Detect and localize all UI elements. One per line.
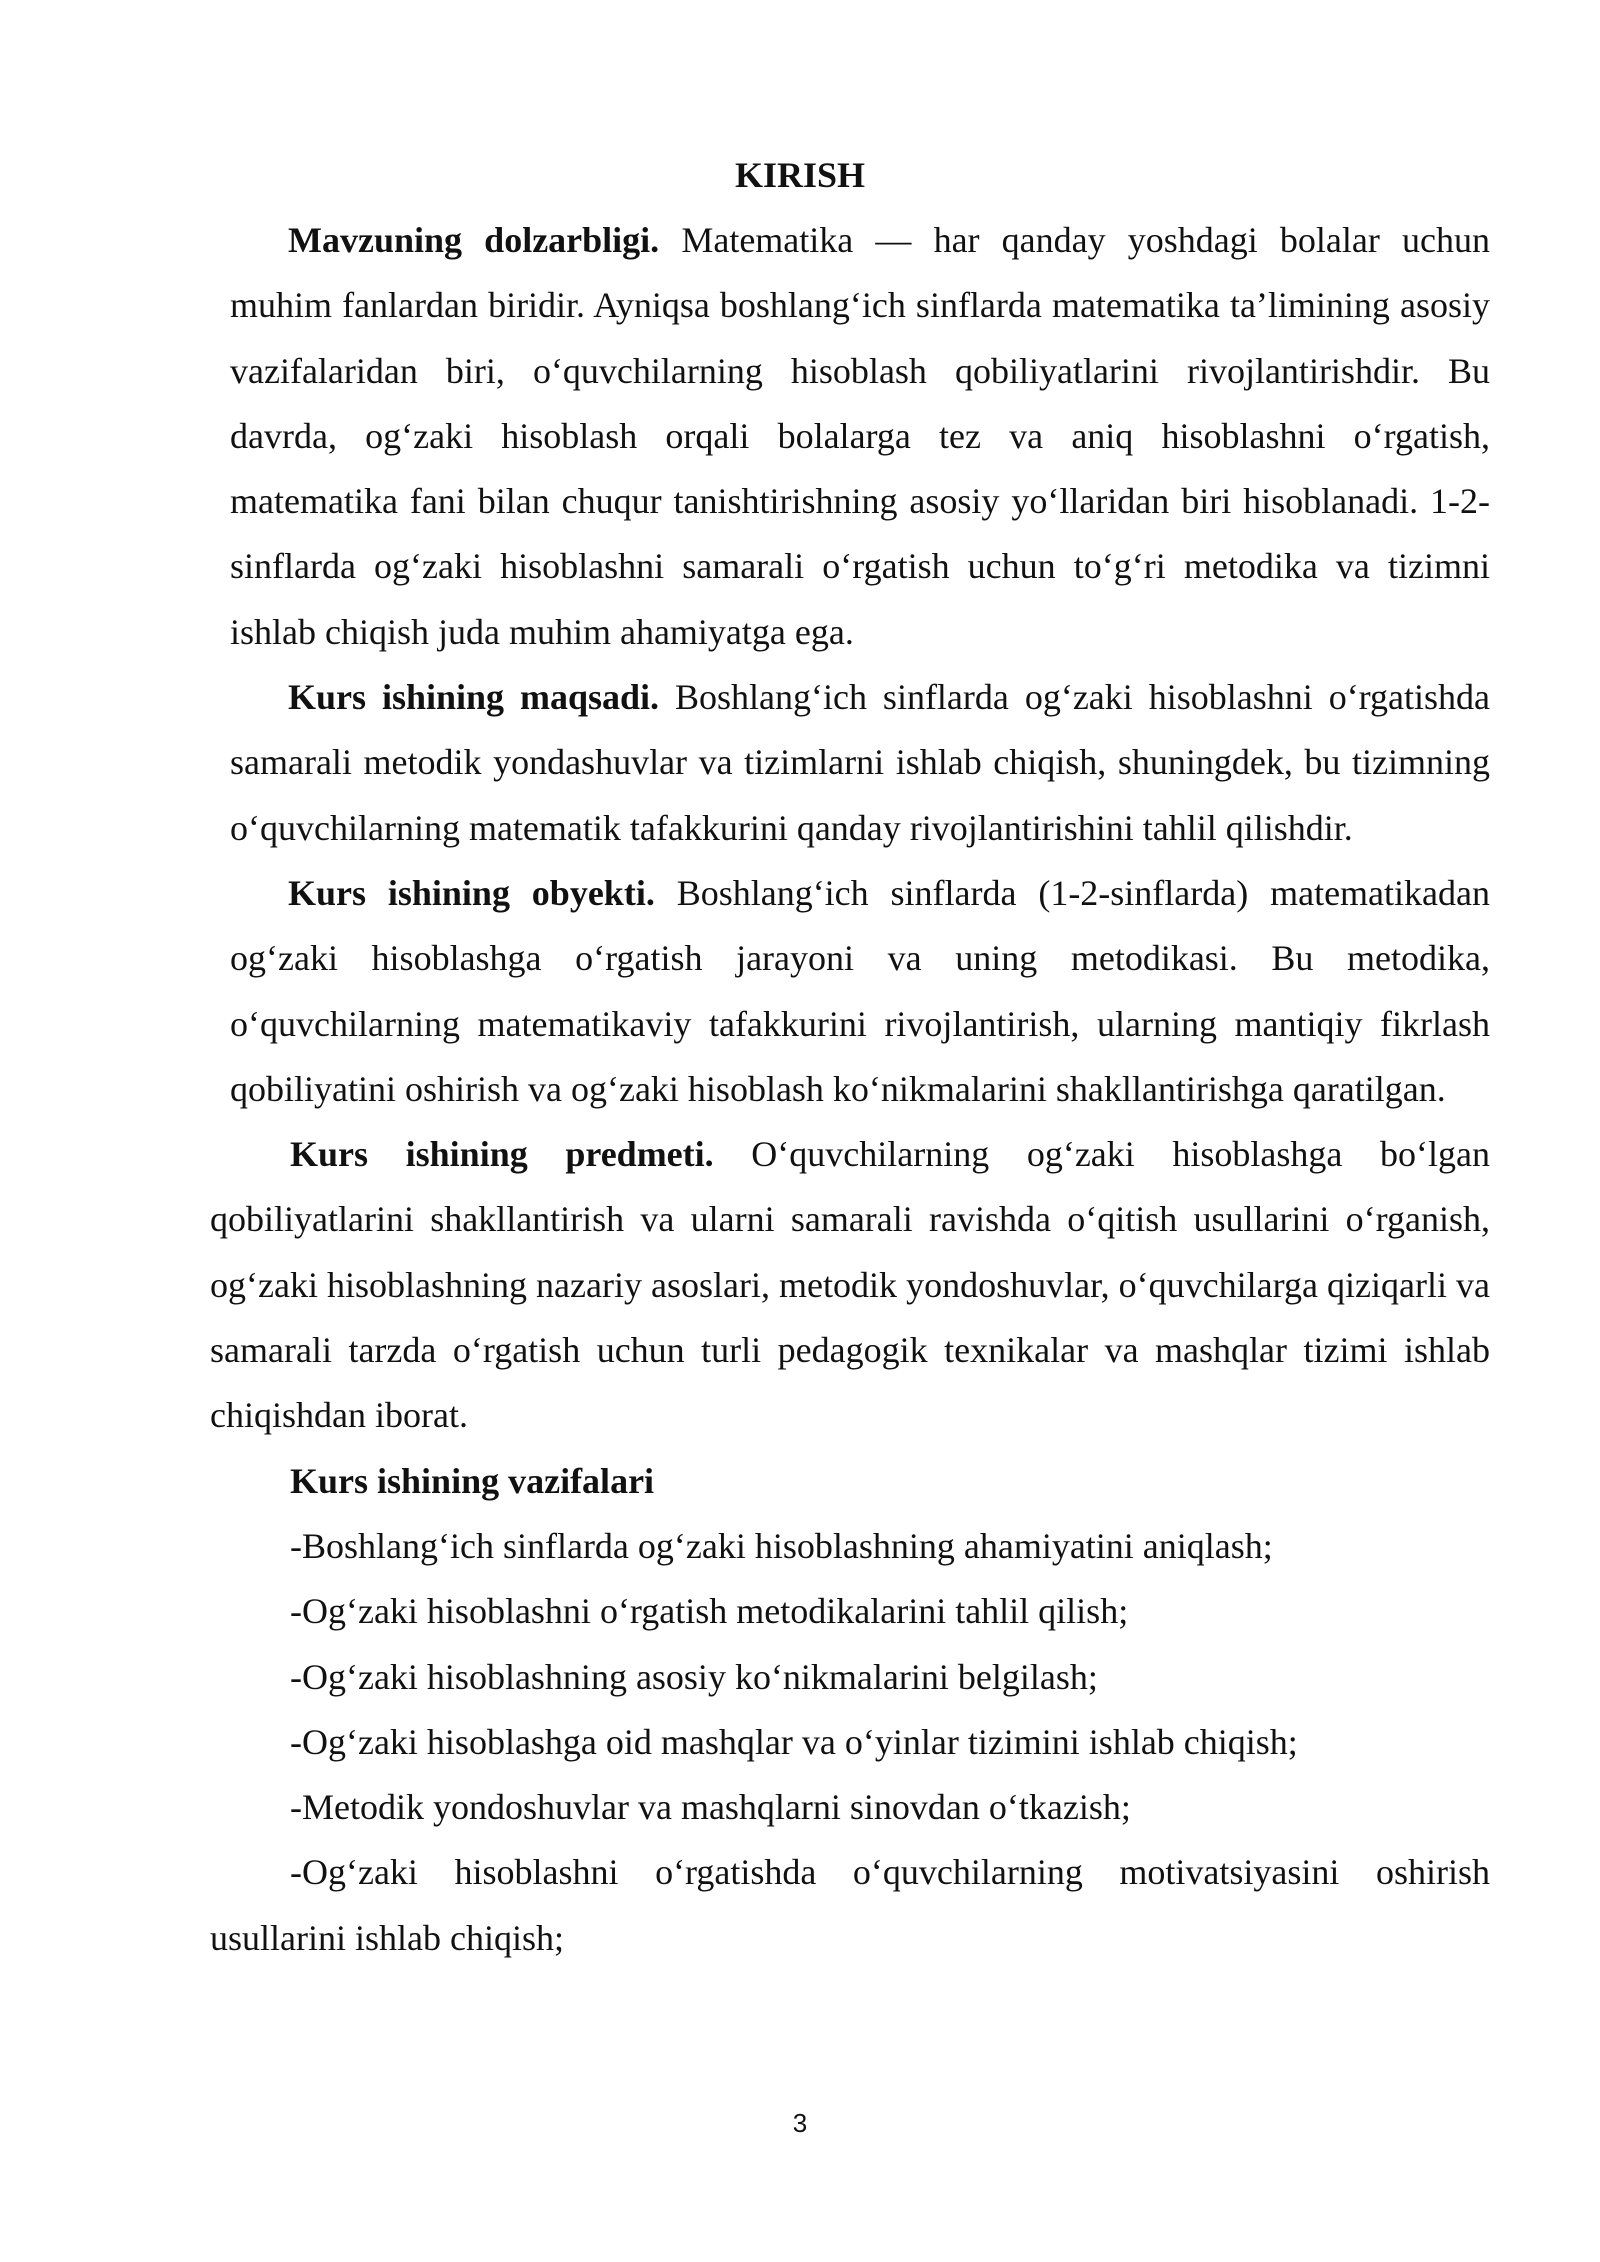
paragraph-text: Boshlang‘ich sinflarda og‘zaki hisoblashni o‘rgatishda samarali metodik yondashuvlar va tizimlarni ishlab chiqish, shuningdek, bu tizimning o‘quvchilarning matematik tafakkurini qanday rivojlantirishini tahlil qilishdir. — [230, 677, 1490, 848]
task-item: -Metodik yondoshuvlar va mashqlarni sinovdan o‘tkazish; — [290, 1787, 1131, 1828]
task-item: -Og‘zaki hisoblashni o‘rgatishda o‘quvchilarning motivatsiyasini oshirish usullarini ishlab chiqish; — [210, 1852, 1490, 1958]
paragraph-object — [230, 861, 1490, 1122]
tasks-heading-text: Kurs ishining vazifalari — [290, 1460, 655, 1501]
task-item: -Og‘zaki hisoblashga oid mashqlar va o‘yinlar tizimini ishlab chiqish; — [290, 1721, 1298, 1762]
page-title: KIRISH — [734, 155, 866, 195]
document-body — [210, 208, 1490, 1971]
paragraph-relevance — [230, 208, 1490, 665]
paragraph-text: Matematika — har qanday yoshdagi bolalar uchun muhim fanlardan biridir. Ayniqsa boshlang‘ich sinflarda matematika ta’limining asosiy vazifalaridan biri, o‘quvchilarning hisoblash qobiliyatlarini rivojlantirishdir. Bu davrda, og‘zaki hisoblash orqali bolalarga tez va aniq hisoblashni o‘rgatish, matematika fani bilan chuqur tanishtirishning asosiy yo‘llaridan biri hisoblanadi. 1-2-sinflarda og‘zaki hisoblashni samarali o‘rgatish uchun to‘g‘ri metodika va tizimni ishlab chiqish juda muhim ahamiyatga ega. — [230, 220, 1490, 652]
task-item: -Boshlang‘ich sinflarda og‘zaki hisoblashning ahamiyatini aniqlash; — [290, 1525, 1273, 1566]
task-item: -Og‘zaki hisoblashning asosiy ko‘nikmalarini belgilash; — [290, 1656, 1098, 1697]
paragraph-text: O‘quvchilarning og‘zaki hisoblashga bo‘lgan qobiliyatlarini shakllantirish va ularni samarali ravishda o‘qitish usullarini o‘rganish, og‘zaki hisoblashning nazariy asoslari, metodik yondoshuvlar, o‘quvchilarga qiziqarli va samarali tarzda o‘rgatish uchun turli pedagogik texnikalar va mashqlar tizimi ishlab chiqishdan iborat. — [210, 1134, 1490, 1436]
tasks-heading — [210, 1449, 1490, 1514]
task-item: -Og‘zaki hisoblashni o‘rgatish metodikalarini tahlil qilish; — [290, 1591, 1129, 1632]
page-number: 3 — [792, 2108, 808, 2138]
paragraph-lead: Kurs ishining obyekti. — [288, 872, 655, 913]
paragraph-lead: Mavzuning dolzarbligi. — [288, 220, 660, 260]
paragraph-goal — [230, 665, 1490, 861]
paragraph-subject — [210, 1122, 1490, 1448]
paragraph-lead: Kurs ishining maqsadi. — [288, 677, 660, 718]
paragraph-text: Boshlang‘ich sinflarda (1-2-sinflarda) matematikadan og‘zaki hisoblashga o‘rgatish jarayoni va uning metodikasi. Bu metodika, o‘quvchilarning matematikaviy tafakkurini rivojlantirish, ularning mantiqiy fikrlash qobiliyatini oshirish va og‘zaki hisoblash ko‘nikmalarini shakllantirishga qaratilgan. — [230, 872, 1490, 1109]
paragraph-lead: Kurs ishining predmeti. — [290, 1134, 714, 1175]
